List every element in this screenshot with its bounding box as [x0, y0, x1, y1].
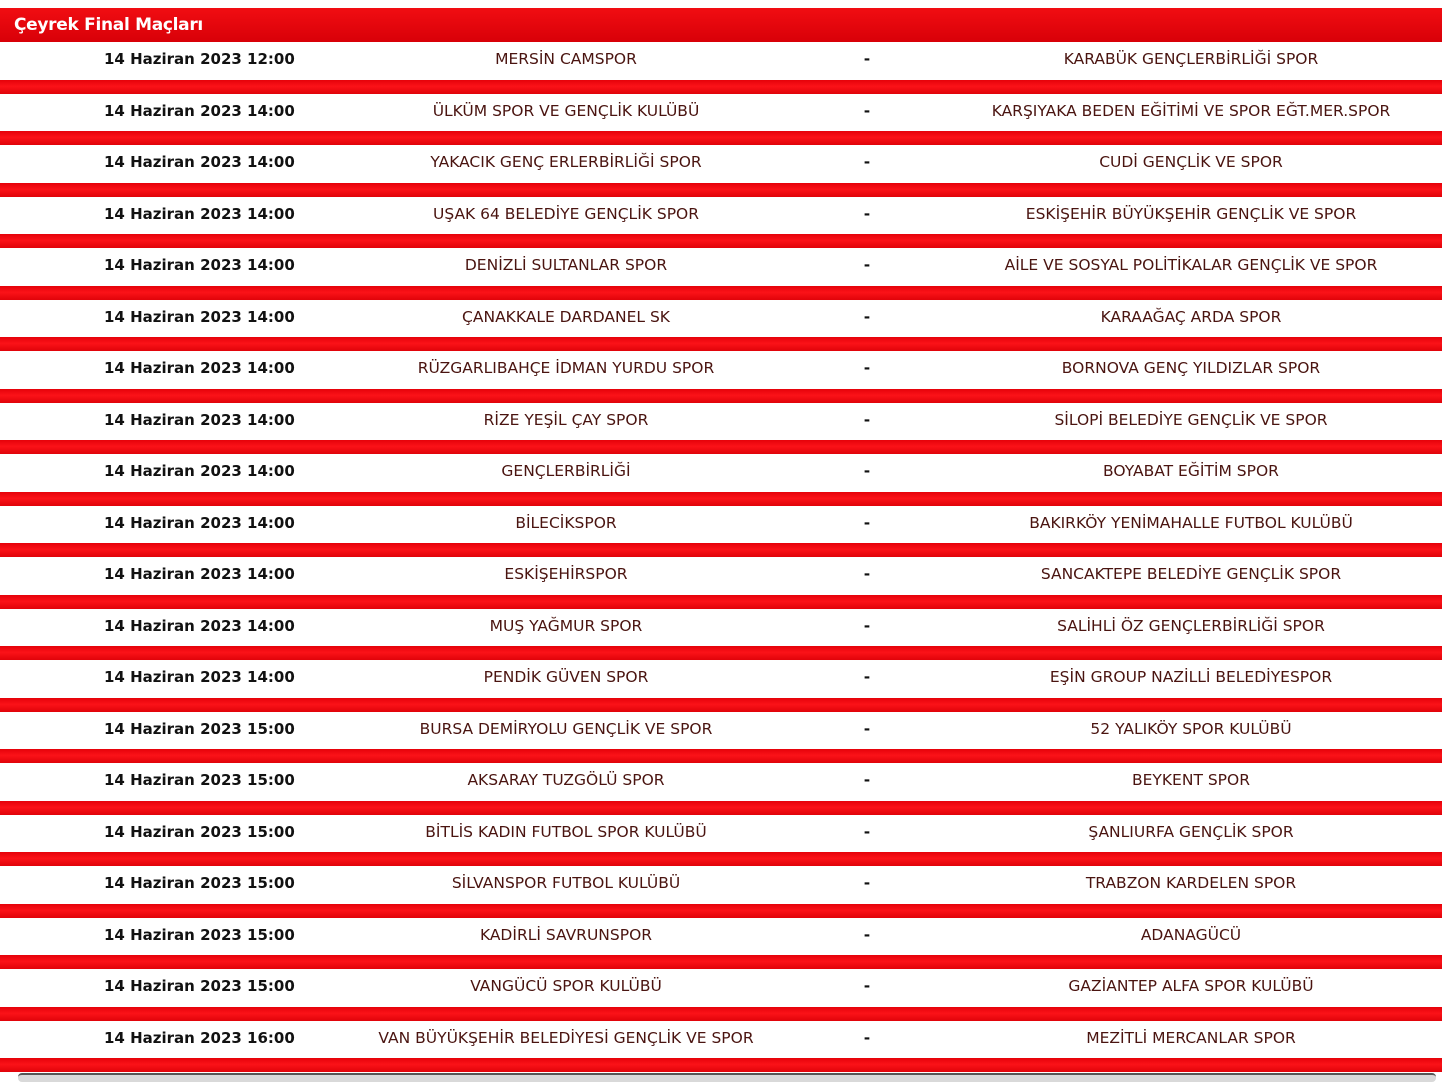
- score-separator: -: [863, 256, 871, 274]
- table-row: [0, 506, 1442, 558]
- home-team: UŞAK 64 BELEDİYE GENÇLİK SPOR: [432, 204, 700, 223]
- row-cells: [0, 609, 1442, 647]
- row-cells: [0, 94, 1442, 132]
- away-team: SALİHLİ ÖZ GENÇLERBİRLİĞİ SPOR: [1057, 616, 1325, 635]
- row-divider-band: [0, 698, 1442, 712]
- away-team: KARŞIYAKA BEDEN EĞİTİMİ VE SPOR EĞT.MER.SPOR: [991, 101, 1391, 120]
- table-row: [0, 145, 1442, 197]
- away-team: 52 YALIKÖY SPOR KULÜBÜ: [1090, 719, 1292, 738]
- home-team: GENÇLERBİRLİĞİ: [501, 462, 631, 480]
- row-cells: [0, 815, 1442, 853]
- home-team: MERSİN CAMSPOR: [495, 50, 637, 68]
- row-divider-band: [0, 749, 1442, 763]
- score-separator: -: [863, 822, 871, 841]
- score-separator: -: [863, 977, 871, 995]
- away-team: ADANAGÜCÜ: [1140, 925, 1242, 944]
- table-row: [0, 815, 1442, 867]
- match-date: 14 Haziran 2023 15:00: [104, 977, 295, 995]
- table-row: [0, 42, 1442, 94]
- row-cells: [0, 351, 1442, 389]
- home-team: ESKİŞEHİRSPOR: [504, 565, 628, 583]
- home-team: VANGÜCÜ SPOR KULÜBÜ: [470, 977, 662, 995]
- row-divider-band: [0, 543, 1442, 557]
- row-cells: [0, 145, 1442, 183]
- home-team: AKSARAY TUZGÖLÜ SPOR: [467, 771, 665, 789]
- home-team: VAN BÜYÜKŞEHİR BELEDİYESİ GENÇLİK VE SPOR: [378, 1028, 754, 1047]
- row-cells: [0, 866, 1442, 904]
- home-team: BURSA DEMİRYOLU GENÇLİK VE SPOR: [419, 719, 713, 738]
- row-cells: [0, 506, 1442, 544]
- table-row: [0, 918, 1442, 970]
- table-row: [0, 94, 1442, 146]
- score-separator: -: [863, 101, 871, 120]
- match-date: 14 Haziran 2023 15:00: [104, 925, 295, 944]
- row-cells: [0, 248, 1442, 286]
- row-cells: [0, 969, 1442, 1007]
- match-date: 14 Haziran 2023 14:00: [104, 153, 295, 171]
- score-separator: -: [863, 771, 871, 789]
- table-row: [0, 454, 1442, 506]
- row-divider-band: [0, 801, 1442, 815]
- away-team: EŞİN GROUP NAZİLLİ BELEDİYESPOR: [1049, 668, 1333, 686]
- row-divider-band: [0, 492, 1442, 506]
- home-team: PENDİK GÜVEN SPOR: [483, 668, 649, 686]
- section-title: Çeyrek Final Maçları: [0, 8, 1442, 42]
- score-separator: -: [863, 50, 871, 68]
- table-row: [0, 609, 1442, 661]
- table-row: [0, 763, 1442, 815]
- table-row: [0, 351, 1442, 403]
- row-cells: [0, 660, 1442, 698]
- row-divider-band: [0, 183, 1442, 197]
- home-team: ÇANAKKALE DARDANEL SK: [462, 307, 670, 326]
- away-team: KARABÜK GENÇLERBİRLİĞİ SPOR: [1063, 50, 1319, 68]
- away-team: ESKİŞEHİR BÜYÜKŞEHİR GENÇLİK VE SPOR: [1025, 204, 1357, 223]
- away-team: BAKIRKÖY YENİMAHALLE FUTBOL KULÜBÜ: [1029, 513, 1353, 532]
- match-date: 14 Haziran 2023 15:00: [104, 822, 295, 841]
- row-cells: [0, 454, 1442, 492]
- home-team: KADİRLİ SAVRUNSPOR: [479, 925, 653, 944]
- row-divider-band: [0, 1007, 1442, 1021]
- table-row: [0, 197, 1442, 249]
- table-row: [0, 557, 1442, 609]
- row-divider-band: [0, 440, 1442, 454]
- away-team: CUDİ GENÇLİK VE SPOR: [1099, 153, 1283, 171]
- match-date: 14 Haziran 2023 14:00: [104, 513, 295, 532]
- match-date: 14 Haziran 2023 15:00: [104, 771, 295, 789]
- match-date: 14 Haziran 2023 16:00: [104, 1028, 295, 1047]
- row-cells: [0, 197, 1442, 235]
- away-team: TRABZON KARDELEN SPOR: [1085, 874, 1297, 892]
- table-row: [0, 969, 1442, 1021]
- score-separator: -: [863, 204, 871, 223]
- row-cells: [0, 712, 1442, 750]
- home-team: ÜLKÜM SPOR VE GENÇLİK KULÜBÜ: [432, 101, 700, 120]
- match-date: 14 Haziran 2023 14:00: [104, 668, 295, 686]
- row-divider-band: [0, 286, 1442, 300]
- score-separator: -: [863, 307, 871, 326]
- score-separator: -: [863, 462, 871, 480]
- away-team: MEZİTLİ MERCANLAR SPOR: [1086, 1028, 1296, 1047]
- row-divider-band: [0, 234, 1442, 248]
- home-team: BİTLİS KADIN FUTBOL SPOR KULÜBÜ: [425, 822, 707, 841]
- home-team: DENİZLİ SULTANLAR SPOR: [464, 256, 668, 274]
- match-date: 14 Haziran 2023 14:00: [104, 410, 295, 429]
- match-date: 14 Haziran 2023 12:00: [104, 50, 295, 68]
- match-date: 14 Haziran 2023 14:00: [104, 359, 295, 377]
- score-separator: -: [863, 616, 871, 635]
- table-row: [0, 248, 1442, 300]
- score-separator: -: [863, 513, 871, 532]
- away-team: KARAAĞAÇ ARDA SPOR: [1100, 307, 1282, 326]
- table-row: [0, 403, 1442, 455]
- score-separator: -: [863, 153, 871, 171]
- match-table: [0, 42, 1442, 1072]
- away-team: GAZİANTEP ALFA SPOR KULÜBÜ: [1068, 977, 1314, 995]
- match-date: 14 Haziran 2023 14:00: [104, 307, 295, 326]
- match-date: 14 Haziran 2023 15:00: [104, 874, 295, 892]
- row-cells: [0, 42, 1442, 80]
- home-team: RÜZGARLIBAHÇE İDMAN YURDU SPOR: [417, 359, 715, 377]
- table-row: [0, 300, 1442, 352]
- match-date: 14 Haziran 2023 14:00: [104, 256, 295, 274]
- row-cells: [0, 763, 1442, 801]
- away-team: AİLE VE SOSYAL POLİTİKALAR GENÇLİK VE SPOR: [1004, 256, 1378, 274]
- row-cells: [0, 557, 1442, 595]
- score-separator: -: [863, 719, 871, 738]
- away-team: SANCAKTEPE BELEDİYE GENÇLİK SPOR: [1040, 565, 1342, 583]
- score-separator: -: [863, 410, 871, 429]
- away-team: BEYKENT SPOR: [1132, 771, 1250, 789]
- table-row: [0, 660, 1442, 712]
- home-team: BİLECİKSPOR: [515, 513, 617, 532]
- row-divider-band: [0, 595, 1442, 609]
- score-separator: -: [863, 668, 871, 686]
- row-cells: [0, 403, 1442, 441]
- row-divider-band: [0, 80, 1442, 94]
- row-divider-band: [0, 389, 1442, 403]
- home-team: YAKACIK GENÇ ERLERBİRLİĞİ SPOR: [430, 153, 702, 171]
- score-separator: -: [863, 874, 871, 892]
- horizontal-scrollbar[interactable]: [18, 1073, 1436, 1082]
- row-divider-band: [0, 904, 1442, 918]
- row-divider-band: [0, 646, 1442, 660]
- match-date: 14 Haziran 2023 14:00: [104, 565, 295, 583]
- table-row: [0, 866, 1442, 918]
- table-row: [0, 712, 1442, 764]
- table-row: [0, 1021, 1442, 1073]
- row-cells: [0, 300, 1442, 338]
- score-separator: -: [863, 925, 871, 944]
- away-team: BOYABAT EĞİTİM SPOR: [1103, 462, 1279, 480]
- home-team: SİLVANSPOR FUTBOL KULÜBÜ: [451, 874, 681, 892]
- score-separator: -: [863, 359, 871, 377]
- home-team: MUŞ YAĞMUR SPOR: [489, 616, 643, 635]
- row-divider-band: [0, 852, 1442, 866]
- match-date: 14 Haziran 2023 14:00: [104, 616, 295, 635]
- score-separator: -: [863, 1028, 871, 1047]
- away-team: SİLOPİ BELEDİYE GENÇLİK VE SPOR: [1054, 410, 1328, 429]
- row-divider-band: [0, 337, 1442, 351]
- match-date: 14 Haziran 2023 15:00: [104, 719, 295, 738]
- match-date: 14 Haziran 2023 14:00: [104, 462, 295, 480]
- row-divider-band: [0, 955, 1442, 969]
- row-cells: [0, 918, 1442, 956]
- away-team: BORNOVA GENÇ YILDIZLAR SPOR: [1061, 359, 1321, 377]
- home-team: RİZE YEŞİL ÇAY SPOR: [483, 410, 649, 429]
- match-date: 14 Haziran 2023 14:00: [104, 204, 295, 223]
- match-date: 14 Haziran 2023 14:00: [104, 101, 295, 120]
- row-divider-band: [0, 131, 1442, 145]
- row-divider-band: [0, 1058, 1442, 1072]
- score-separator: -: [863, 565, 871, 583]
- away-team: ŞANLIURFA GENÇLİK SPOR: [1088, 822, 1294, 841]
- row-cells: [0, 1021, 1442, 1059]
